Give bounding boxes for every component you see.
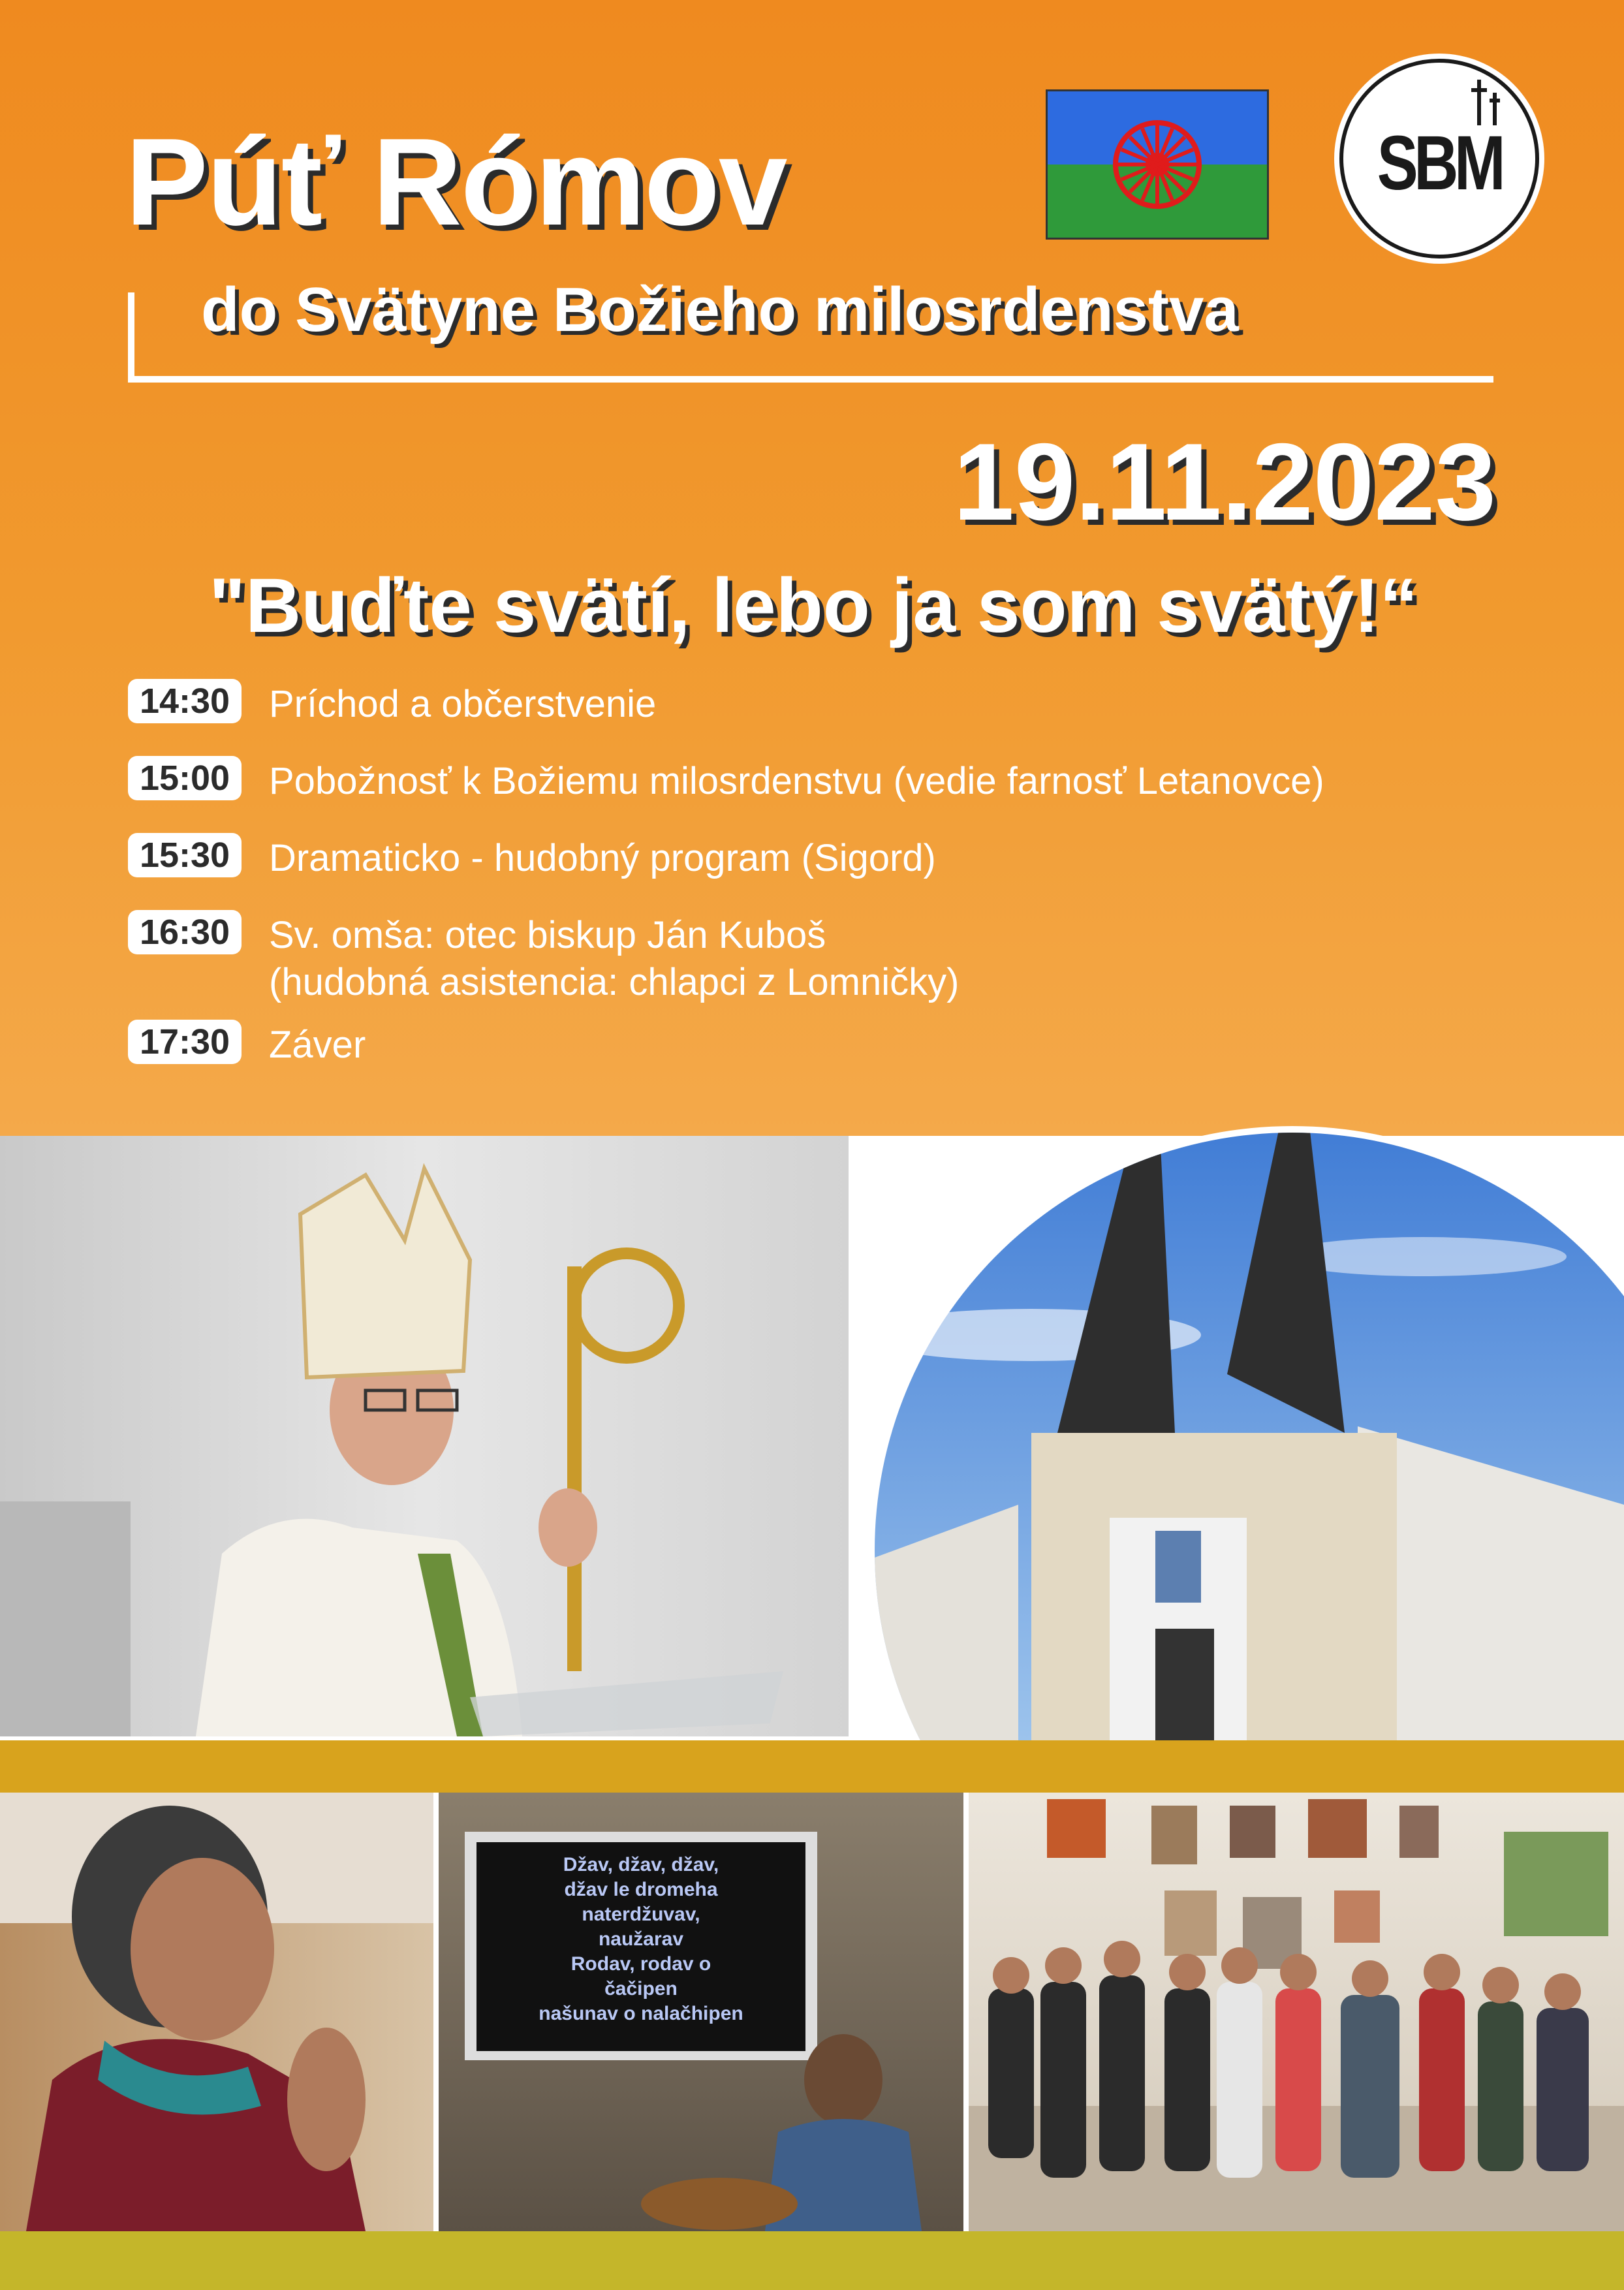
bottom-band — [0, 2231, 1624, 2290]
screen-line: naterdžuvav, — [582, 1904, 700, 1925]
projection-photo — [439, 1793, 963, 2231]
screen-line: našunav o nalačhipen — [539, 2003, 743, 2024]
screen-line: Rodav, rodav o — [570, 1953, 711, 1975]
praying-woman-photo — [0, 1793, 433, 2231]
church-photo — [770, 1009, 1624, 1740]
poster-subtitle: do Svätyne Božieho milosrdenstva — [201, 275, 1239, 345]
event-date: 19.11.2023 — [953, 420, 1496, 543]
schedule-time: 16:30 — [128, 910, 242, 954]
gold-band — [0, 1740, 1624, 1793]
group-photo — [969, 1793, 1624, 2231]
poster-title: Púť Rómov — [125, 113, 787, 251]
logo-text: SBM — [1377, 120, 1502, 206]
bishop-photo — [0, 1136, 849, 1736]
schedule-time: 17:30 — [128, 1020, 242, 1064]
title-rule-horizontal — [128, 376, 1493, 383]
schedule-time: 15:00 — [128, 756, 242, 800]
screen-line: čačipen — [604, 1978, 678, 2000]
schedule-desc: (hudobná asistencia: chlapci z Lomničky) — [269, 961, 960, 1003]
schedule-desc: Záver — [269, 1024, 366, 1066]
schedule-time: 15:30 — [128, 833, 242, 877]
event-motto: "Buďte svätí, lebo ja som svätý!“ — [209, 563, 1418, 649]
screen-line: naužarav — [598, 1928, 684, 1950]
screen-line: džav le dromeha — [564, 1879, 718, 1900]
schedule-desc: Pobožnosť k Božiemu milosrdenstvu (vedie farnosť Letanovce) — [269, 760, 1324, 802]
projection-screen-text — [476, 1853, 805, 2026]
roma-flag-icon — [1048, 91, 1267, 238]
title-rule-vertical — [128, 292, 134, 383]
schedule-desc: Príchod a občerstvenie — [269, 683, 657, 725]
schedule-desc: Dramaticko - hudobný program (Sigord) — [269, 837, 936, 879]
sbm-logo — [1334, 54, 1544, 264]
screen-line: Džav, džav, džav, — [563, 1854, 719, 1875]
schedule-desc: Sv. omša: otec biskup Ján Kuboš — [269, 914, 826, 956]
schedule-time: 14:30 — [128, 679, 242, 723]
